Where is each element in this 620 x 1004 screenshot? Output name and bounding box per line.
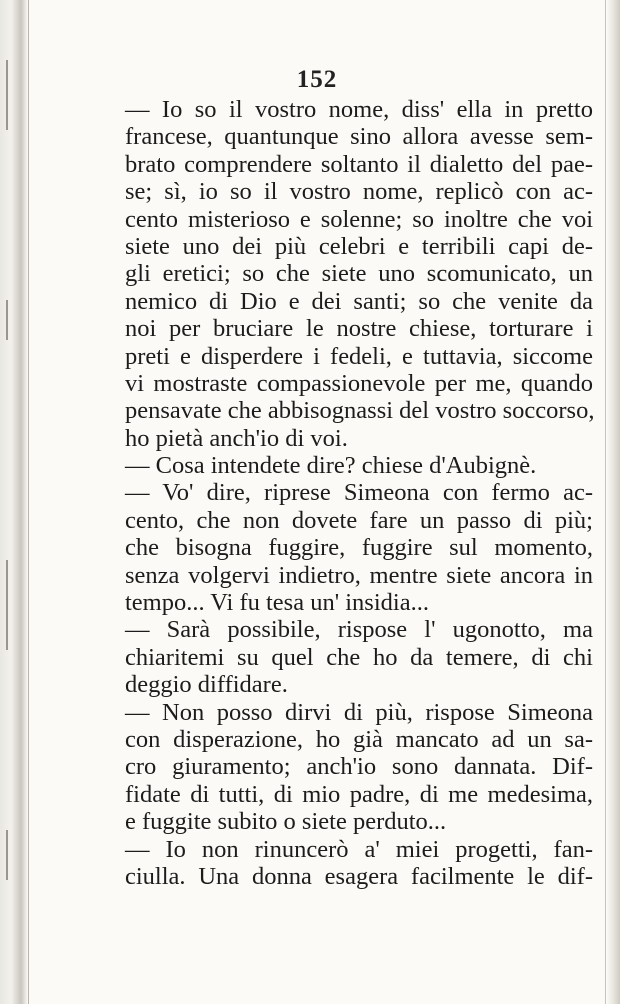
text-line: francese, quantunque sino allora avesse sem- [125, 123, 593, 151]
text-line: gli eretici; so che siete uno scomunicato, un [125, 260, 593, 288]
text-line: deggio diffidare. [125, 671, 288, 699]
text-line: nemico di Dio e dei santi; so che venite da [125, 287, 593, 315]
text-line: noi per bruciare le nostre chiese, torturare i [125, 315, 593, 343]
book-page [29, 0, 605, 1004]
text-line: brato comprendere soltanto il dialetto del pae- [125, 150, 593, 178]
text-line: cento, che non dovete fare un passo di più; [125, 506, 593, 534]
spine-mark [6, 560, 8, 650]
spine-mark [6, 300, 8, 340]
text-line: vi mostraste compassionevole per me, quando [125, 369, 593, 397]
text-line: e fuggite subito o siete perduto... [125, 808, 447, 836]
text-line: ho pietà anch'io di voi. [125, 424, 348, 452]
page-number: 152 [296, 66, 338, 93]
spine-mark [6, 60, 8, 130]
spine-mark [6, 830, 8, 880]
text-line: — Sarà possibile, rispose l' ugonotto, ma [125, 616, 593, 644]
body-text [125, 96, 593, 890]
book-spine-edge [0, 0, 29, 1004]
text-line: cento misterioso e solenne; so inoltre che voi [125, 205, 593, 233]
text-line: chiaritemi su quel che ho da temere, di chi [125, 643, 593, 671]
text-line: che bisogna fuggire, fuggire sul momento, [125, 534, 593, 562]
text-line: ciulla. Una donna esagera facilmente le dif- [125, 862, 593, 890]
text-line: siete uno dei più celebri e terribili capi de- [125, 232, 593, 260]
text-line: — Io non rinuncerò a' miei progetti, fan- [125, 835, 593, 863]
text-line: — Vo' dire, riprese Simeona con fermo ac- [125, 479, 593, 507]
text-line: con disperazione, ho già mancato ad un sa- [125, 725, 593, 753]
text-line: — Non posso dirvi di più, rispose Simeona [125, 698, 593, 726]
text-line: cro giuramento; anch'io sono dannata. Dif- [125, 753, 593, 781]
text-line: preti e disperdere i fedeli, e tuttavia, siccome [125, 342, 593, 370]
text-line: se; sì, io so il vostro nome, replicò con ac- [125, 178, 593, 206]
text-line: tempo... Vi fu tesa un' insidia... [125, 589, 429, 617]
text-line: pensavate che abbisognassi del vostro soccorso, [125, 397, 595, 425]
text-line: fidate di tutti, di mio padre, di me medesima, [125, 780, 593, 808]
text-line: senza volgervi indietro, mentre siete ancora in [125, 561, 593, 589]
text-line: — Cosa intendete dire? chiese d'Aubignè. [125, 452, 537, 480]
page-edge [605, 0, 620, 1004]
text-line: — Io so il vostro nome, diss' ella in pretto [125, 96, 593, 123]
